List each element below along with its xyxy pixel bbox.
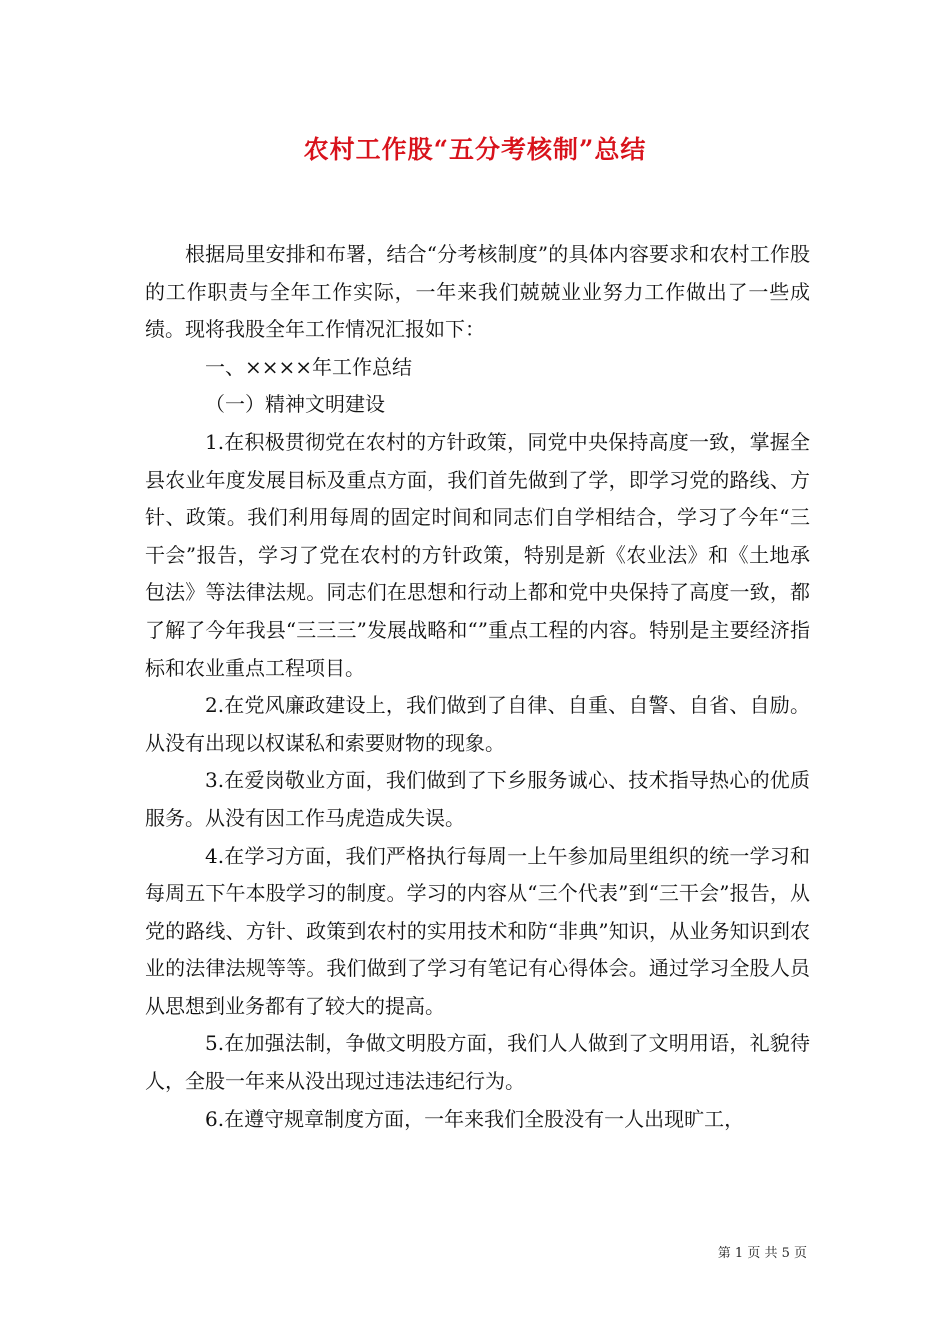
intro-paragraph: 根据局里安排和布署，结合“分考核制度”的具体内容要求和农村工作股的工作职责与全年工作实际，一年来我们兢兢业业努力工作做出了一些成绩。现将我股全年工作情况汇报如下： — [145, 242, 810, 342]
subsection-heading: （一）精神文明建设 — [205, 392, 385, 417]
item-paragraph-4: 4.在学习方面，我们严格执行每周一上午参加局里组织的统一学习和每周五下午本股学习的制度。学习的内容从“三个代表”到“三干会”报告，从党的路线、方针、政策到农村的实用技术和防“非典”知识，从业务知识到农业的法律法规等等。我们做到了学习有笔记有心得体会。通过学习全股人员从思想到业务都有了较大的提高。 — [145, 843, 810, 1018]
item-paragraph-1: 1.在积极贯彻党在农村的方针政策，同党中央保持高度一致，掌握全县农业年度发展目标及重点方面，我们首先做到了学，即学习党的路线、方针、政策。我们利用每周的固定时间和同志们自学相结合，学习了今年“三干会”报告，学习了党在农村的方针政策，特别是新《农业法》和《土地承包法》等法律法规。同志们在思想和行动上都和党中央保持了高度一致，都了解了今年我县“三三三”发展战略和“”重点工程的内容。特别是主要经济指标和农业重点工程项目。 — [145, 429, 810, 680]
document-title: 农村工作股“五分考核制”总结 — [303, 135, 647, 164]
item-paragraph-5: 5.在加强法制，争做文明股方面，我们人人做到了文明用语，礼貌待人，全股一年来从没出现过违法违纪行为。 — [145, 1031, 810, 1094]
document-body — [145, 236, 810, 1138]
item-paragraph-2: 2.在党风廉政建设上，我们做到了自律、自重、自警、自省、自励。从没有出现以权谋私和索要财物的现象。 — [145, 693, 810, 755]
page-number: 第 1 页 共 5 页 — [717, 1246, 807, 1261]
item-paragraph-6: 6.在遵守规章制度方面，一年来我们全股没有一人出现旷工， — [205, 1106, 745, 1131]
section-heading: 一、××××年工作总结 — [205, 354, 413, 379]
item-paragraph-3: 3.在爱岗敬业方面，我们做到了下乡服务诚心、技术指导热心的优质服务。从没有因工作马虎造成失误。 — [145, 768, 810, 830]
